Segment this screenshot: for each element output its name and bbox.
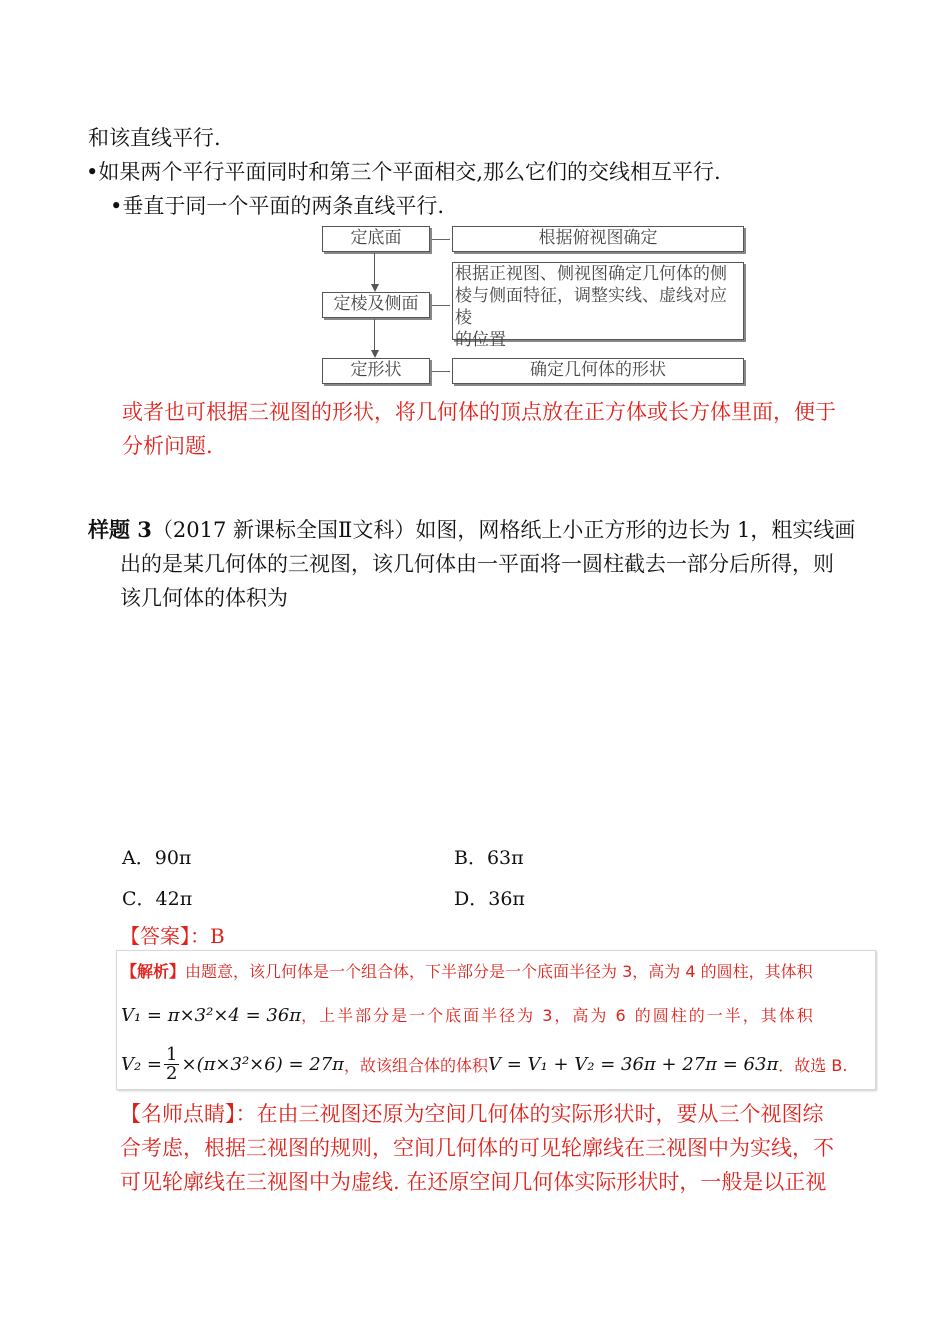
flowchart xyxy=(292,220,752,388)
formula-total: V = V₁ + V₂ = 36π + 27π = 63π xyxy=(488,1053,779,1075)
flow-step-edges: 定棱及侧面 xyxy=(322,292,430,318)
fraction-numerator: 1 xyxy=(166,1043,178,1065)
note-line: 合考虑，根据三视图的规则，空间几何体的可见轮廓线在三视图中为实线，不 xyxy=(120,1136,834,1160)
solution-tag: 【解析】 xyxy=(121,962,186,981)
answer-value: B xyxy=(210,924,225,948)
flow-step-shape-desc: 确定几何体的形状 xyxy=(452,358,744,384)
flow-step-shape: 定形状 xyxy=(322,358,430,384)
bullet-parallel-planes: •如果两个平行平面同时和第三个平面相交,那么它们的交线相互平行. xyxy=(86,160,721,184)
tip-line: 或者也可根据三视图的形状，将几何体的顶点放在正方体或长方体里面，便于 xyxy=(122,400,836,424)
choice-c xyxy=(122,884,192,911)
choice-c-value: 42π xyxy=(155,888,193,910)
choice-d-label: D． xyxy=(454,888,489,910)
choice-a-value: 90π xyxy=(154,847,192,869)
tip-line: 分析问题. xyxy=(122,434,213,458)
solution-text: ．故选 B. xyxy=(778,1055,848,1075)
flow-arrowhead xyxy=(371,284,379,292)
flow-connector xyxy=(432,371,450,372)
flow-desc-line: 棱与侧面特征，调整实线、虚线对应棱 xyxy=(455,286,727,328)
choice-d xyxy=(454,884,525,911)
note-line: 可见轮廓线在三视图中为虚线. 在还原空间几何体实际形状时，一般是以正视 xyxy=(120,1170,827,1194)
choice-b xyxy=(454,843,524,870)
formula-v2-rhs: ×(π×3²×6) = 27π xyxy=(181,1053,344,1075)
flow-desc-line: 根据正视图、侧视图确定几何体的侧 xyxy=(455,264,727,284)
choice-c-label: C． xyxy=(122,888,156,910)
solution-text: ，故该组合体的体积 xyxy=(344,1055,489,1075)
solution-row xyxy=(121,1003,815,1026)
problem-text: 出的是某几何体的三视图，该几何体由一平面将一圆柱截去一部分后所得，则 xyxy=(120,552,834,576)
choice-d-value: 36π xyxy=(488,888,525,910)
flow-step-base: 定底面 xyxy=(322,226,430,252)
answer-label: 【答案】： xyxy=(120,924,210,948)
formula-v1: V₁ = π×3²×4 = 36π xyxy=(121,1005,302,1026)
intro-line: 和该直线平行. xyxy=(88,126,221,150)
solution-row xyxy=(121,959,813,982)
choice-a-label: A． xyxy=(122,847,155,869)
solution-text: ，上半部分是一个底面半径为 3，高为 6 的圆柱的一半，其体积 xyxy=(301,1006,815,1025)
flow-connector xyxy=(432,239,450,240)
formula-v2-lhs: V₂ = xyxy=(121,1053,163,1075)
problem-first-line xyxy=(88,516,855,544)
flow-arrow xyxy=(374,253,375,287)
solution-panel xyxy=(116,950,876,1090)
choice-b-label: B． xyxy=(454,847,487,869)
problem-label: 样题 3 xyxy=(88,517,152,542)
solution-text: 由题意，该几何体是一个组合体，下半部分是一个底面半径为 3，高为 4 的圆柱，其体积 xyxy=(185,962,813,981)
flow-arrow xyxy=(374,319,375,353)
answer xyxy=(120,922,225,950)
fraction-denominator: 2 xyxy=(166,1062,178,1084)
problem-text: 该几何体的体积为 xyxy=(120,586,288,610)
choice-a xyxy=(122,843,191,870)
flow-connector xyxy=(432,305,450,306)
flow-step-base-desc: 根据俯视图确定 xyxy=(452,226,744,252)
flow-arrowhead xyxy=(371,350,379,358)
problem-text: （2017 新课标全国Ⅱ文科）如图，网格纸上小正方形的边长为 1，粗实线画 xyxy=(151,518,856,542)
flow-desc-line: 的位置 xyxy=(455,330,506,350)
solution-row xyxy=(121,1043,847,1085)
note-line: 【名师点睛】：在由三视图还原为空间几何体的实际形状时，要从三个视图综 xyxy=(120,1102,824,1126)
flow-step-edges-desc xyxy=(452,262,744,350)
fraction-half xyxy=(164,1043,179,1084)
bullet-perpendicular-lines: •垂直于同一个平面的两条直线平行. xyxy=(110,194,445,218)
choice-b-value: 63π xyxy=(486,847,524,869)
